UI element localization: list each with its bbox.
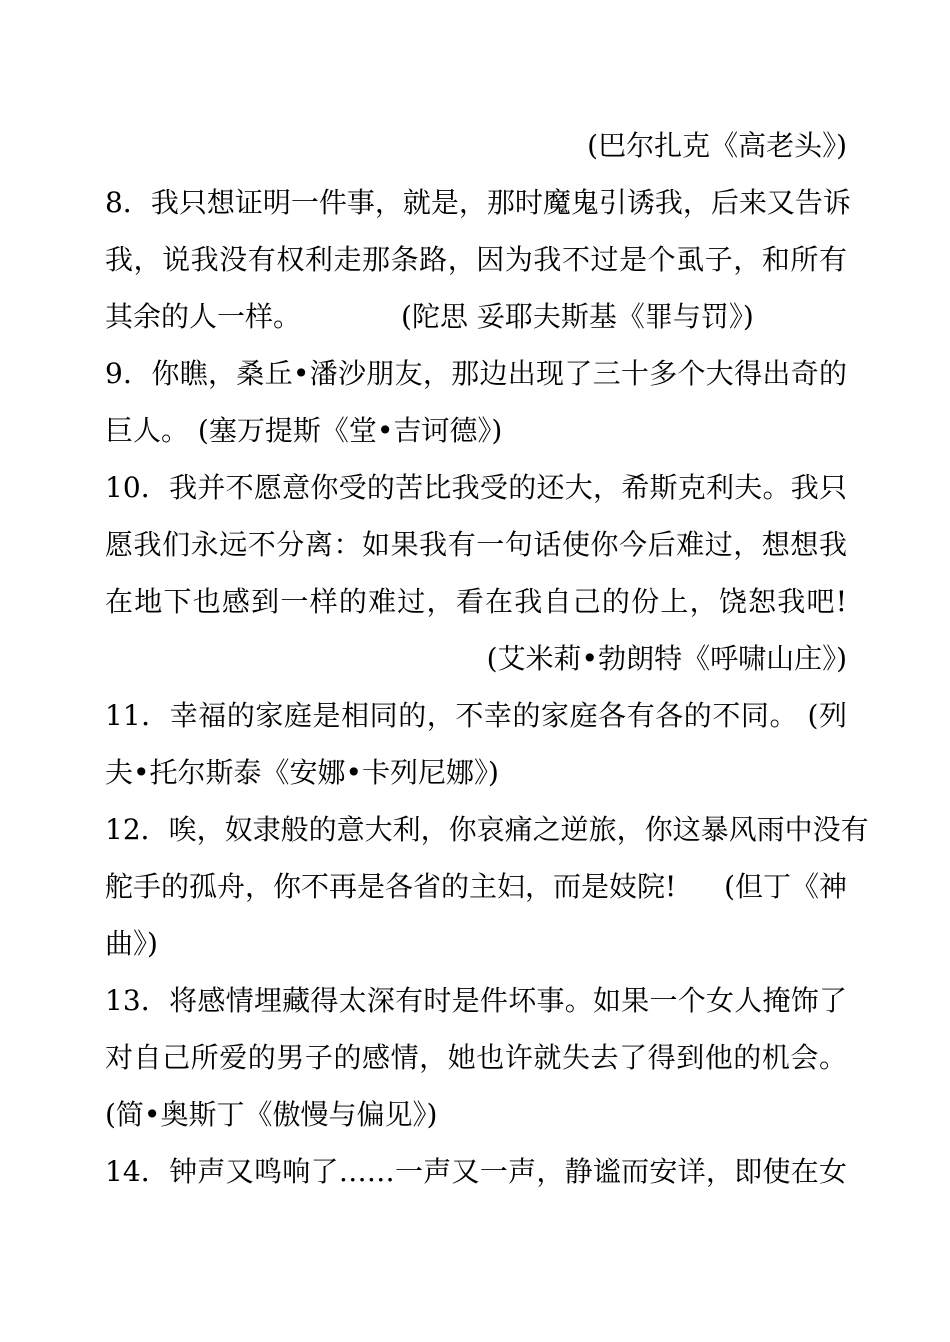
text-line: 在地下也感到一样的难过，看在我自己的份上，饶恕我吧!: [105, 585, 847, 618]
text-line: 9．你瞧，桑丘•潘沙朋友，那边出现了三十多个大得出奇的: [105, 357, 847, 390]
text-segment: 舵手的孤舟，你不再是各省的主妇，而是妓院!: [105, 870, 677, 903]
text-line: 对自己所爱的男子的感情，她也许就失去了得到他的机会。: [105, 1041, 847, 1074]
text-line: 愿我们永远不分离：如果我有一句话使你今后难过，想想我: [105, 528, 847, 561]
text-line: 夫•托尔斯泰《安娜•卡列尼娜》): [105, 756, 499, 789]
text-line: [105, 867, 847, 907]
text-line: 11．幸福的家庭是相同的，不幸的家庭各有各的不同。 (列: [105, 699, 847, 732]
text-line: 曲》): [105, 927, 158, 960]
text-line: 我，说我没有权利走那条路，因为我不过是个虱子，和所有: [105, 243, 847, 276]
text-line: 13．将感情埋藏得太深有时是件坏事。如果一个女人掩饰了: [105, 984, 847, 1017]
text-line: 10．我并不愿意你受的苦比我受的还大，希斯克利夫。我只: [105, 471, 847, 504]
text-line: 巨人。 (塞万提斯《堂•吉诃德》): [105, 414, 503, 447]
citation: (简•奥斯丁《傲慢与偏见》): [105, 1098, 438, 1131]
text-segment: 其余的人一样。: [105, 300, 302, 333]
text-line: [105, 297, 847, 337]
text-line: 14．钟声又鸣响了……一声又一声，静谧而安详，即使在女: [105, 1155, 847, 1188]
text-line: 12．唉，奴隶般的意大利，你哀痛之逆旅，你这暴风雨中没有: [105, 813, 869, 846]
text-line: (巴尔扎克《高老头》): [587, 129, 847, 162]
text-line: 8．我只想证明一件事，就是，那时魔鬼引诱我，后来又告诉: [105, 186, 851, 219]
citation: (陀思 妥耶夫斯基《罪与罚》): [401, 300, 754, 333]
citation: (艾米莉•勃朗特《呼啸山庄》): [486, 642, 847, 675]
citation: (但丁《神: [724, 870, 847, 903]
